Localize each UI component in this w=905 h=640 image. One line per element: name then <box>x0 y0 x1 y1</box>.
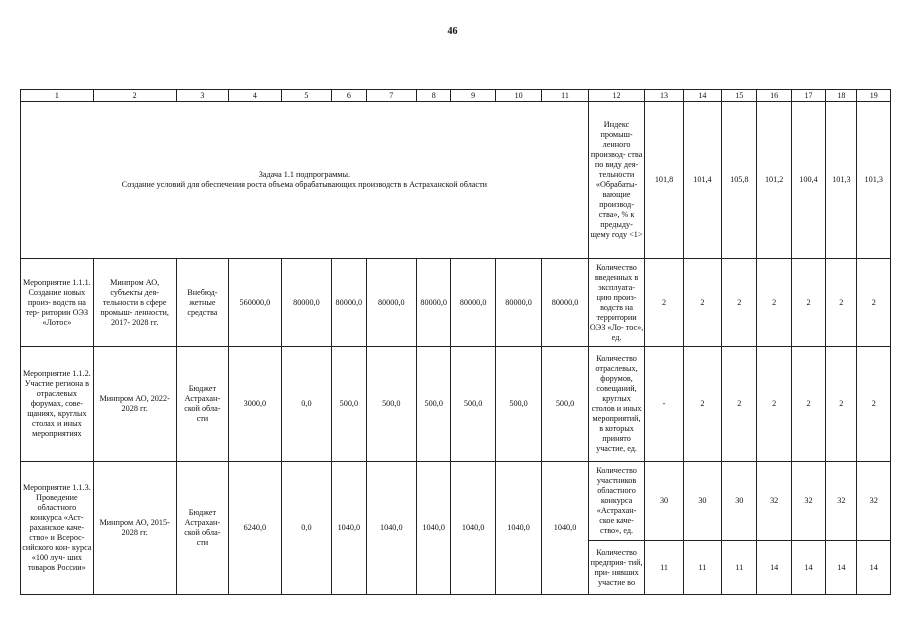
col-num: 6 <box>332 90 366 102</box>
amount-cell: 1040,0 <box>366 462 417 595</box>
value-cell: 2 <box>757 347 791 462</box>
amount-cell: 500,0 <box>451 347 495 462</box>
amount-cell: 1040,0 <box>542 462 588 595</box>
amount-cell: 80000,0 <box>281 259 332 347</box>
table-row <box>21 462 891 541</box>
amount-cell: 80000,0 <box>495 259 541 347</box>
col-num: 17 <box>791 90 825 102</box>
value-cell: 32 <box>791 462 825 541</box>
task-description: Создание условий для обеспечения роста объема обрабатывающих производств в Астраханской области <box>121 180 488 189</box>
value-cell: 30 <box>683 462 721 541</box>
value-cell: 11 <box>722 541 757 595</box>
measure-cell: Мероприятие 1.1.2. Участие региона в отраслевых форумах, сове- щаниях, круглых столах и иных мероприятиях <box>21 347 94 462</box>
value-cell: 2 <box>826 347 857 462</box>
value-cell: 14 <box>826 541 857 595</box>
value-cell: 2 <box>791 259 825 347</box>
value-cell: 2 <box>722 347 757 462</box>
value-cell: 101,8 <box>645 102 683 259</box>
col-num: 9 <box>451 90 495 102</box>
value-cell: 100,4 <box>791 102 825 259</box>
value-cell: 11 <box>683 541 721 595</box>
measure-cell: Мероприятие 1.1.1. Создание новых произ- водств на тер- ритории ОЭЗ «Лотос» <box>21 259 94 347</box>
col-num: 11 <box>542 90 588 102</box>
page-number: 46 <box>447 26 458 37</box>
value-cell: 32 <box>857 462 891 541</box>
col-num: 5 <box>281 90 332 102</box>
value-cell: 101,4 <box>683 102 721 259</box>
value-cell: 32 <box>826 462 857 541</box>
table-row <box>21 347 891 462</box>
value-cell: 101,3 <box>857 102 891 259</box>
indicator-cell: Количество введенных в эксплуата- цию произ- водств на территории ОЭЗ «Ло- тос», ед. <box>588 259 645 347</box>
executor-cell: Минпром АО, субъекты дея- тельности в сфере промыш- ленности, 2017- 2028 гг. <box>93 259 176 347</box>
col-num: 13 <box>645 90 683 102</box>
executor-cell: Минпром АО, 2022-2028 гг. <box>93 347 176 462</box>
col-num: 4 <box>229 90 282 102</box>
indicator-cell: Количество участников областного конкурса «Астрахан- ское каче- ство», ед. <box>588 462 645 541</box>
value-cell: 2 <box>722 259 757 347</box>
value-cell: 2 <box>683 347 721 462</box>
col-num: 3 <box>176 90 229 102</box>
value-cell: 2 <box>791 347 825 462</box>
amount-cell: 80000,0 <box>542 259 588 347</box>
amount-cell: 1040,0 <box>417 462 451 595</box>
col-num: 19 <box>857 90 891 102</box>
amount-cell: 6240,0 <box>229 462 282 595</box>
amount-cell: 1040,0 <box>332 462 366 595</box>
executor-cell: Минпром АО, 2015-2028 гг. <box>93 462 176 595</box>
source-cell: Бюджет Астрахан- ской обла- сти <box>176 347 229 462</box>
task-row <box>21 102 891 259</box>
value-cell: - <box>645 347 683 462</box>
measure-cell: Мероприятие 1.1.3. Проведение областного конкурса «Аст- раханское каче- ство» и Всерос- сийского кон- курса «100 луч- ших товаров России» <box>21 462 94 595</box>
program-table <box>20 89 891 595</box>
amount-cell: 500,0 <box>366 347 417 462</box>
amount-cell: 80000,0 <box>332 259 366 347</box>
amount-cell: 3000,0 <box>229 347 282 462</box>
amount-cell: 80000,0 <box>366 259 417 347</box>
task-title-cell <box>21 102 589 259</box>
amount-cell: 80000,0 <box>417 259 451 347</box>
col-num: 16 <box>757 90 791 102</box>
amount-cell: 560000,0 <box>229 259 282 347</box>
amount-cell: 500,0 <box>542 347 588 462</box>
amount-cell: 80000,0 <box>451 259 495 347</box>
value-cell: 2 <box>826 259 857 347</box>
amount-cell: 1040,0 <box>495 462 541 595</box>
value-cell: 2 <box>645 259 683 347</box>
indicator-cell: Количество отраслевых, форумов, совещаний, круглых столов и иных мероприятий, в которых принято участие, ед. <box>588 347 645 462</box>
value-cell: 2 <box>683 259 721 347</box>
table-row <box>21 259 891 347</box>
column-number-row <box>21 90 891 102</box>
col-num: 12 <box>588 90 645 102</box>
value-cell: 14 <box>757 541 791 595</box>
amount-cell: 500,0 <box>417 347 451 462</box>
value-cell: 2 <box>757 259 791 347</box>
value-cell: 11 <box>645 541 683 595</box>
value-cell: 2 <box>857 259 891 347</box>
value-cell: 30 <box>645 462 683 541</box>
amount-cell: 0,0 <box>281 347 332 462</box>
value-cell: 14 <box>791 541 825 595</box>
indicator-cell: Индекс промыш- ленного производ- ства по виду дея- тельности «Обрабаты- вающие производ- ства», % к предыду- щему году <1> <box>588 102 645 259</box>
value-cell: 32 <box>757 462 791 541</box>
col-num: 18 <box>826 90 857 102</box>
task-title: Задача 1.1 подпрограммы. <box>258 170 351 179</box>
col-num: 10 <box>495 90 541 102</box>
value-cell: 30 <box>722 462 757 541</box>
value-cell: 2 <box>857 347 891 462</box>
source-cell: Бюджет Астрахан- ской обла- сти <box>176 462 229 595</box>
col-num: 8 <box>417 90 451 102</box>
amount-cell: 500,0 <box>332 347 366 462</box>
value-cell: 105,8 <box>722 102 757 259</box>
col-num: 2 <box>93 90 176 102</box>
value-cell: 101,3 <box>826 102 857 259</box>
value-cell: 14 <box>857 541 891 595</box>
amount-cell: 1040,0 <box>451 462 495 595</box>
col-num: 1 <box>21 90 94 102</box>
amount-cell: 500,0 <box>495 347 541 462</box>
col-num: 15 <box>722 90 757 102</box>
col-num: 14 <box>683 90 721 102</box>
col-num: 7 <box>366 90 417 102</box>
indicator-cell: Количество предприя- тий, при- нявших участие во <box>588 541 645 595</box>
source-cell: Внебюд- жетные средства <box>176 259 229 347</box>
amount-cell: 0,0 <box>281 462 332 595</box>
value-cell: 101,2 <box>757 102 791 259</box>
